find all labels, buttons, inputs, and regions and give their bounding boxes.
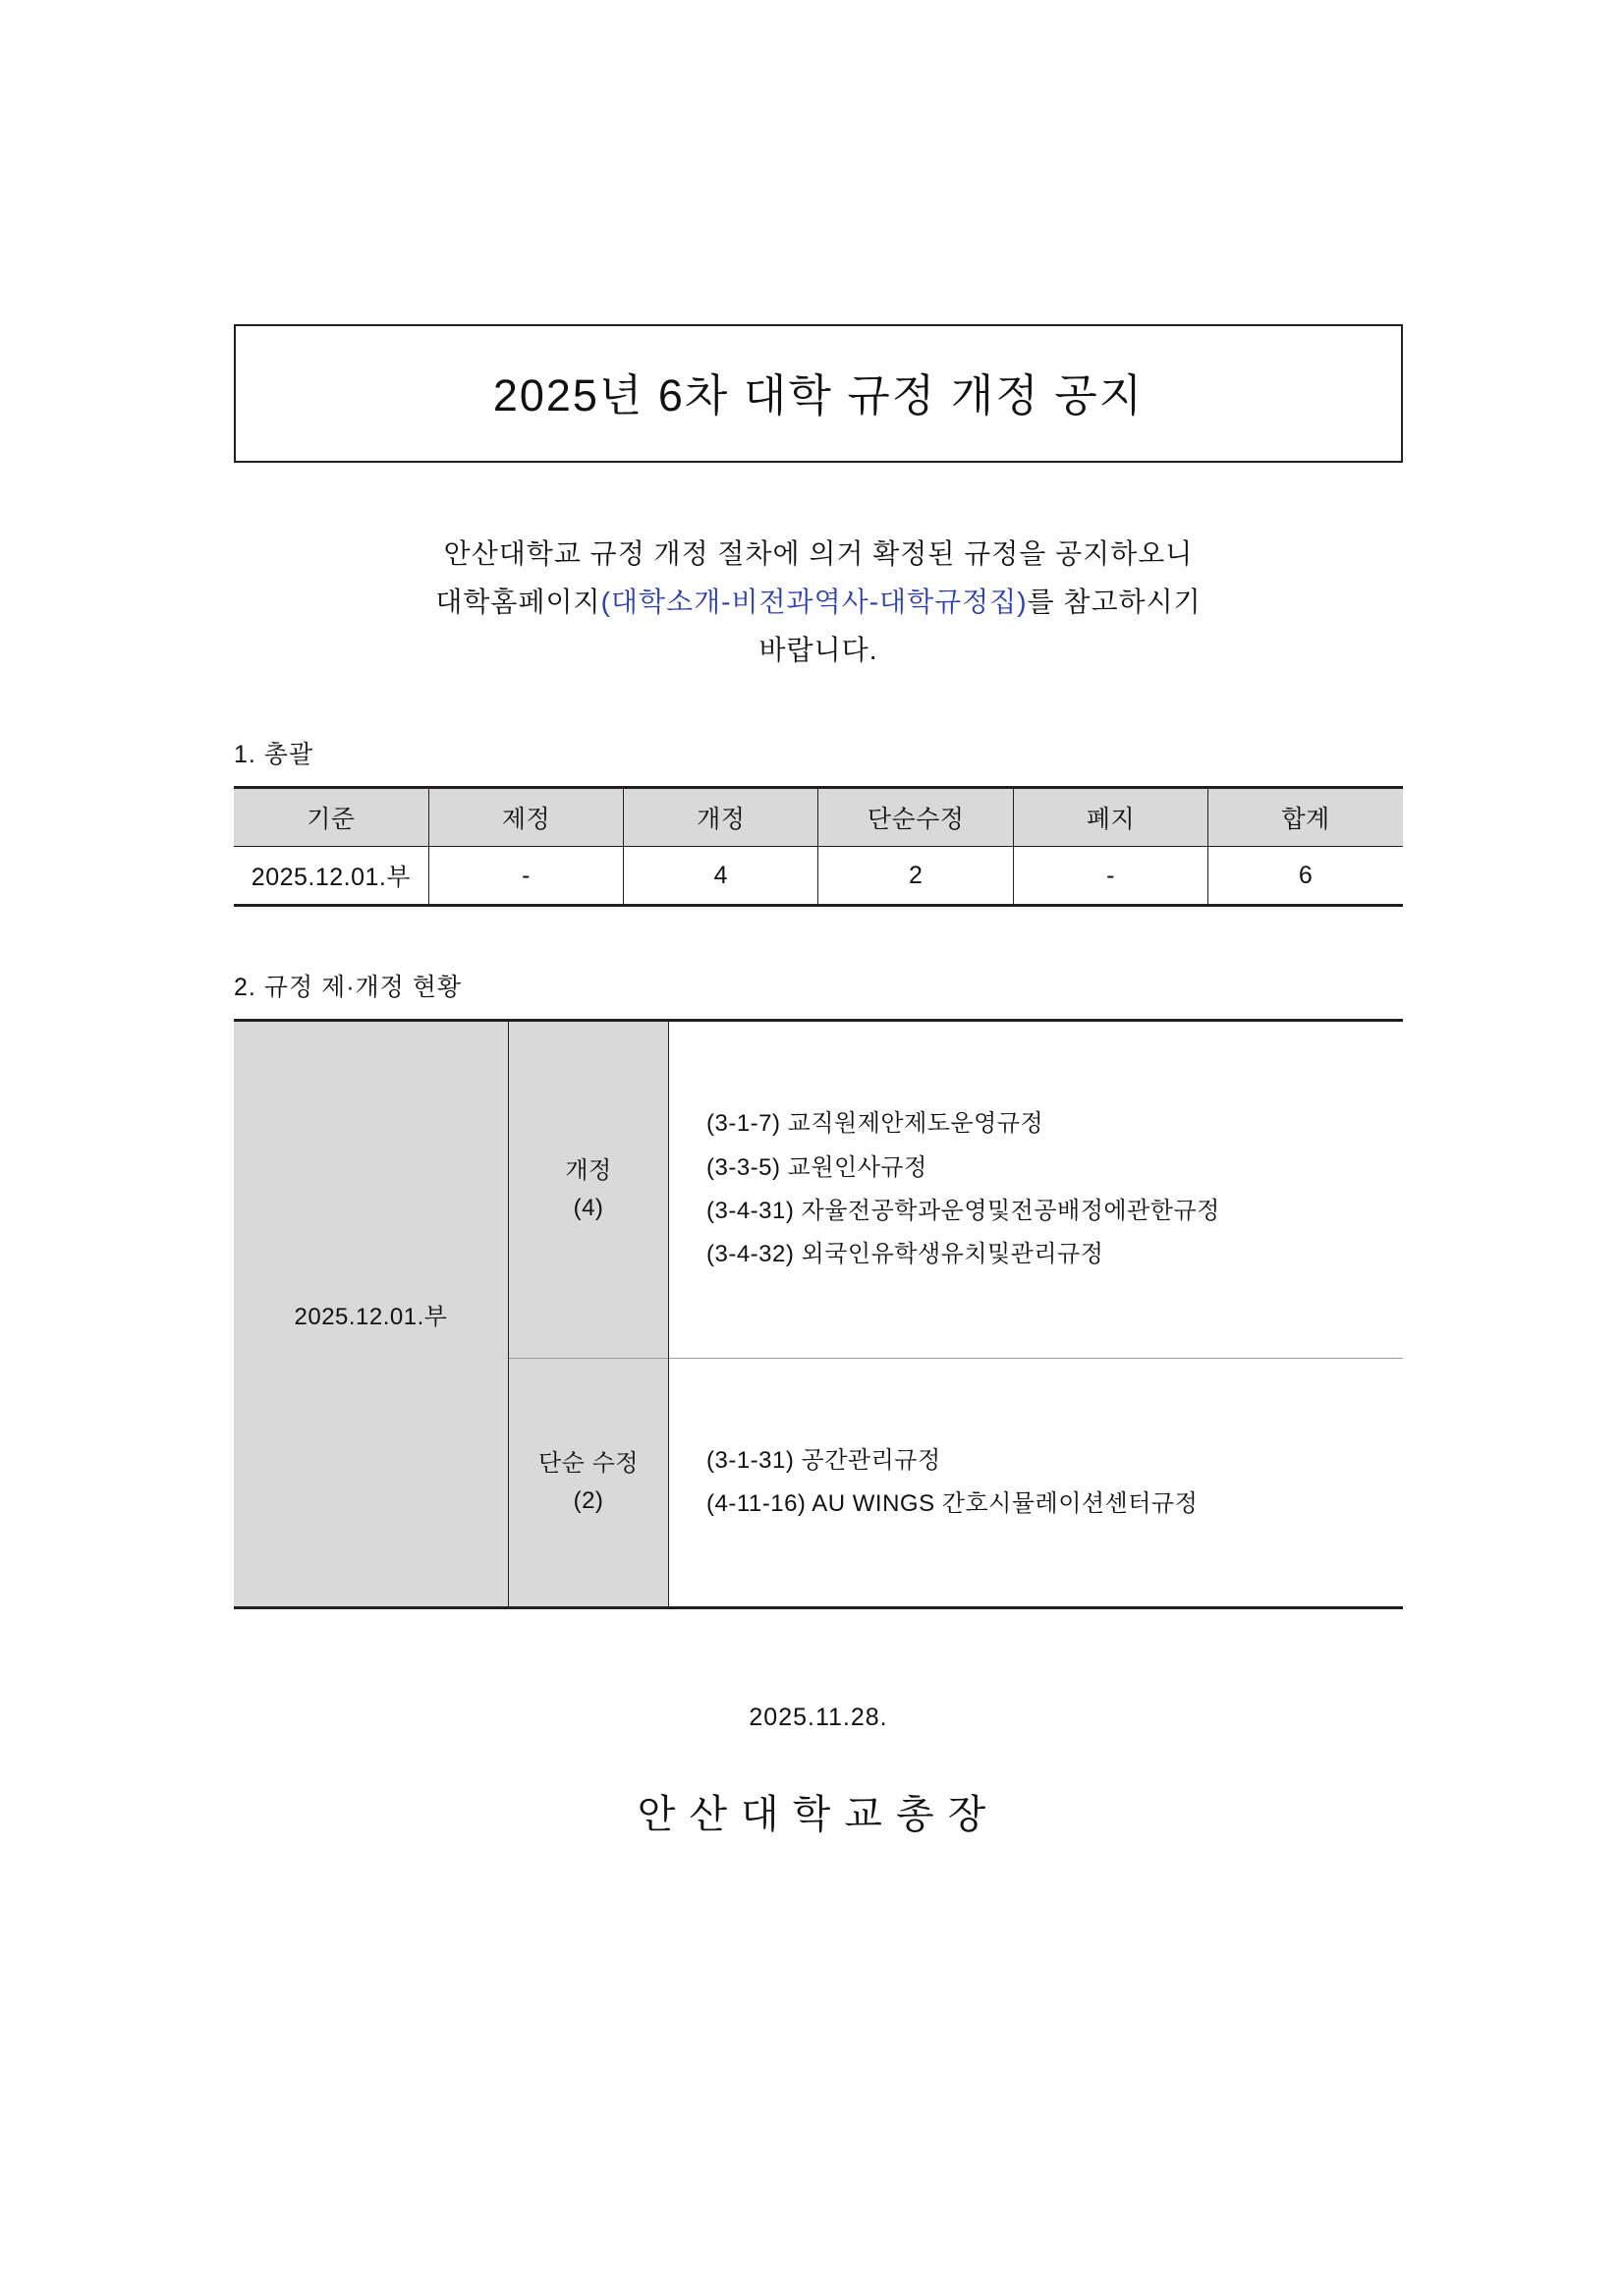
revised-items-list [706, 1102, 1403, 1277]
summary-cell-abolished: - [1013, 847, 1207, 906]
status-cell-items-minor-edit [669, 1359, 1404, 1608]
status-table [234, 1019, 1403, 1609]
summary-header-abolished: 폐지 [1013, 788, 1207, 847]
summary-cell-minor-edit: 2 [818, 847, 1013, 906]
status-type-label-minor-edit: 단순 수정 [538, 1449, 639, 1477]
status-cell-type-minor-edit [509, 1359, 669, 1608]
document-content [234, 324, 1403, 1839]
summary-section-heading: 1. 총괄 [234, 741, 314, 768]
status-type-count-revised: (4) [573, 1195, 604, 1221]
page-title: 2025년 6차 대학 규정 개정 공지 [492, 370, 1145, 420]
document-date: 2025.11.28. [749, 1704, 888, 1731]
list-item: (3-3-5) 교원인사규정 [706, 1153, 927, 1181]
table-row [234, 1021, 1403, 1359]
intro-line-2-suffix: 를 참고하시기 [1027, 587, 1202, 617]
intro-line-1: 안산대학교 규정 개정 절차에 의거 확정된 규정을 공지하오니 [443, 538, 1194, 569]
table-row [234, 847, 1403, 906]
document-title-box [234, 324, 1403, 463]
signature-line: 안산대학교총장 [637, 1793, 1000, 1836]
intro-line-3: 바랍니다. [758, 635, 878, 665]
summary-header-minor-edit: 단순수정 [818, 788, 1013, 847]
summary-table [234, 786, 1403, 907]
summary-cell-revised: 4 [624, 847, 818, 906]
summary-header-enacted: 제정 [428, 788, 623, 847]
status-cell-date: 2025.12.01.부 [234, 1021, 509, 1608]
list-item: (3-1-31) 공간관리규정 [706, 1446, 941, 1474]
summary-header-total: 합계 [1208, 788, 1403, 847]
summary-cell-total: 6 [1208, 847, 1403, 906]
list-item: (4-11-16) AU WINGS 간호시뮬레이션센터규정 [706, 1490, 1199, 1517]
summary-cell-basis: 2025.12.01.부 [234, 847, 428, 906]
intro-paragraph [234, 530, 1403, 674]
regulations-path-link[interactable]: (대학소개-비전과역사-대학규정집) [600, 587, 1028, 617]
list-item: (3-1-7) 교직원제안제도운영규정 [706, 1110, 1044, 1138]
summary-header-revised: 개정 [624, 788, 818, 847]
intro-line-2-prefix: 대학홈페이지 [435, 587, 601, 617]
status-section-heading: 2. 규정 제·개정 현황 [234, 974, 463, 1001]
summary-cell-enacted: - [428, 847, 623, 906]
minor-edit-items-list [706, 1439, 1403, 1527]
status-type-count-minor-edit: (2) [573, 1487, 604, 1514]
intro-line-2 [234, 578, 1403, 626]
status-cell-items-revised [669, 1021, 1404, 1359]
list-item: (3-4-32) 외국인유학생유치및관리규정 [706, 1241, 1104, 1268]
table-header-row [234, 788, 1403, 847]
summary-header-basis: 기준 [234, 788, 428, 847]
status-type-label-revised: 개정 [565, 1156, 612, 1184]
status-cell-type-revised [509, 1021, 669, 1359]
list-item: (3-4-31) 자율전공학과운영및전공배정에관한규정 [706, 1198, 1220, 1224]
